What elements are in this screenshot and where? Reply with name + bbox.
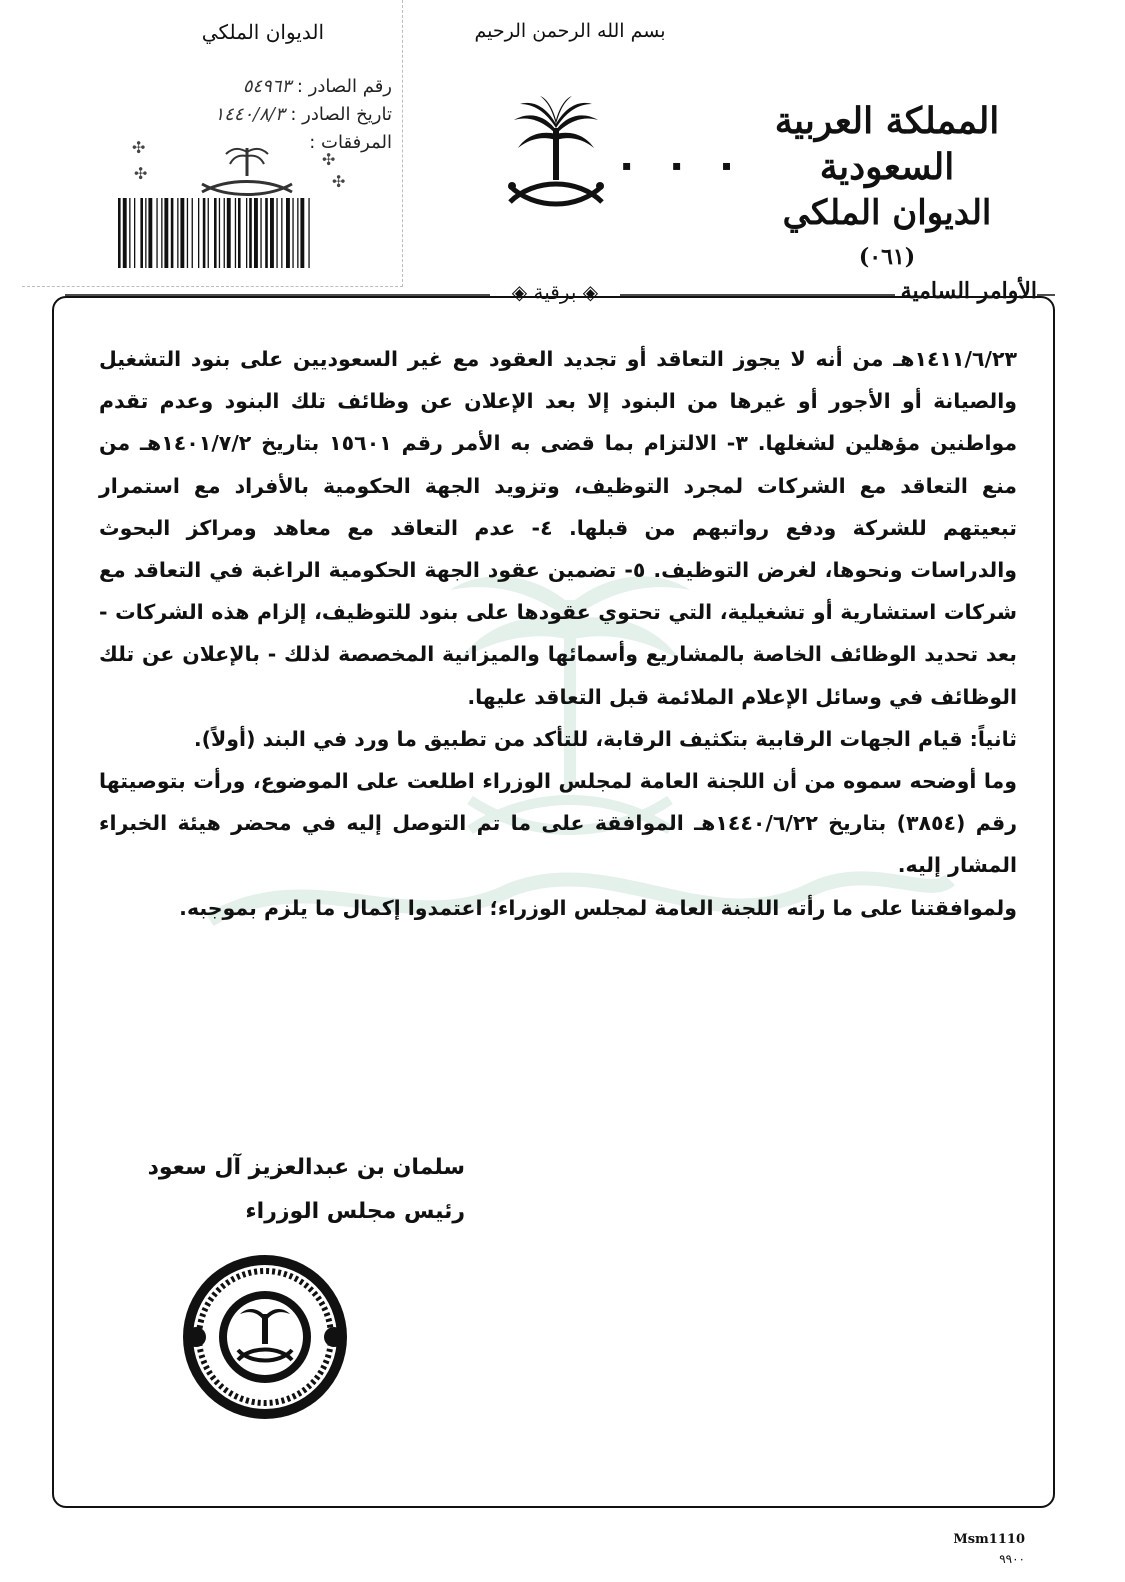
barcode-bar [171, 198, 174, 268]
official-seal-icon [180, 1252, 350, 1422]
issue-date-label: تاريخ الصادر : [290, 104, 392, 125]
barcode-icon [118, 198, 392, 268]
paragraph-committee: وما أوضحه سموه من أن اللجنة العامة لمجلس الوزراء اطلعت على الموضوع، ورأت بتوصيتها رقم (٣٨٥٤) بتاريخ ١٤٤٠/٦/٢٢هـ الموافقة على ما تم التوصل إليه في محضر هيئة الخبراء المشار إليه. [99, 769, 1017, 878]
signatory-title: رئيس مجلس الوزراء [245, 1199, 465, 1224]
outgoing-stamp [22, 0, 403, 287]
form-code-secondary: ٩٩٠٠ [999, 1552, 1025, 1566]
barcode-bar [203, 198, 206, 268]
barcode-bar [164, 198, 168, 268]
barcode-bar [281, 198, 282, 268]
barcode-bar [187, 198, 188, 268]
barcode-bar [297, 198, 298, 268]
saudi-emblem-icon [504, 94, 608, 214]
reference-number-value: ٥٤٩٦٣ [242, 76, 292, 97]
stamp-court-label: الديوان الملكي [201, 20, 324, 44]
decree-body [99, 338, 1017, 929]
attachments-label: المرفقات : [309, 132, 392, 153]
royal-decrees-label: الأوامر السامية [895, 278, 1037, 304]
barcode-bar [224, 198, 225, 268]
paragraph-second-clause: ثانياً: قيام الجهات الرقابية بتكثيف الرقابة، للتأكد من تطبيق ما ورد في البند (أولاً). [193, 726, 1017, 751]
barcode-bar [249, 198, 252, 268]
barcode-bar [219, 198, 220, 268]
ornament-icon: ✣ [322, 150, 336, 169]
reference-number-label: رقم الصادر : [296, 76, 392, 97]
barcode-bar [208, 198, 209, 268]
barcode-bar [235, 198, 236, 268]
ornament-icon: ✣ [332, 172, 346, 191]
ornament-right-icon: ◈ [576, 280, 599, 304]
barcode-bar [227, 198, 231, 268]
barcode-bar [308, 198, 309, 268]
barcode-bar [276, 198, 277, 268]
barcode-bar [198, 198, 199, 268]
ornament-icon: ✣ [134, 164, 148, 183]
barcode-bar [140, 198, 143, 268]
barcode-bar [254, 198, 258, 268]
paragraph-approval: ولموافقتنا على ما رأته اللجنة العامة لمجلس الوزراء؛ اعتمدوا إكمال ما يلزم بموجبه. [179, 895, 1017, 920]
barcode-bar [129, 198, 130, 268]
barcode-bar [177, 198, 178, 268]
barcode-bar [123, 198, 127, 268]
ornament-left-icon: ◈ [511, 280, 534, 304]
reference-number-row [243, 76, 392, 97]
barcode-bar [265, 198, 268, 268]
ornament-icon: ✣ [132, 138, 146, 157]
signatory-name: سلمان بن عبدالعزيز آل سعود [147, 1155, 465, 1180]
barcode-bar [286, 198, 290, 268]
barcode-bar [270, 198, 274, 268]
barcode-bar [300, 198, 304, 268]
kingdom-header [737, 98, 1037, 270]
dots-decoration: ▪ ▪ ▪ [622, 158, 750, 174]
barcode-bar [145, 198, 146, 268]
telegram-label: ◈ برقية ◈ [490, 280, 620, 304]
barcode-bar [192, 198, 193, 268]
barcode-bar [161, 198, 162, 268]
barcode-bar [238, 198, 241, 268]
barcode-bar [134, 198, 135, 268]
signature-block [125, 1146, 465, 1234]
barcode-bar [260, 198, 261, 268]
barcode-bar [148, 198, 152, 268]
barcode-bar [246, 198, 247, 268]
form-code: Msm1110 [953, 1532, 1025, 1547]
barcode-bar [214, 198, 217, 268]
barcode-bar [156, 198, 157, 268]
barcode-bar [180, 198, 184, 268]
issue-date-row [215, 104, 393, 125]
paragraph-first-clause: ١٤١١/٦/٢٣هـ من أنه لا يجوز التعاقد أو تجديد العقود مع غير السعوديين على بنود التشغيل والصيانة أو الأجور أو غيرها من البنود إلا بعد الإعلان عن وظائف تلك البنود وعدم تقدم مواطنين مؤهلين لشغلها. ٣- الالتزام بما قضى به الأمر رقم ١٥٦٠١ بتاريخ ١٤٠١/٧/٢هـ من منع التعاقد مع الشركات لمجرد التوظيف، وتزويد الجهة الحكومية بالأفراد مع استمرار تبعيتهم للشركة ودفع رواتبهم من قبلها. ٤- عدم التعاقد مع معاهد ومراكز البحوث والدراسات ونحوها، لغرض التوظيف. ٥- تضمين عقود الجهة الحكومية الراغبة في التعاقد مع شركات استشارية أو تشغيلية، التي تحتوي عقودها على بنود للتوظيف، إلزام هذه الشركات - بعد تحديد الوظائف الخاصة بالمشاريع وأسمائها والميزانية المخصصة لذلك - بالإعلان عن تلك الوظائف في وسائل الإعلام الملائمة قبل التعاقد عليها. [99, 347, 1018, 709]
royal-court-title: الديوان الملكي [782, 193, 992, 233]
barcode-bar [292, 198, 293, 268]
stamp-emblem-icon [192, 142, 302, 198]
kingdom-name: المملكة العربية السعودية [774, 100, 1000, 188]
office-code: (٠٦١) [858, 244, 916, 270]
basmala: بسم الله الرحمن الرحيم [474, 20, 666, 42]
barcode-bar [118, 198, 121, 268]
issue-date-value: ١٤٤٠/٨/٣ [214, 104, 285, 125]
